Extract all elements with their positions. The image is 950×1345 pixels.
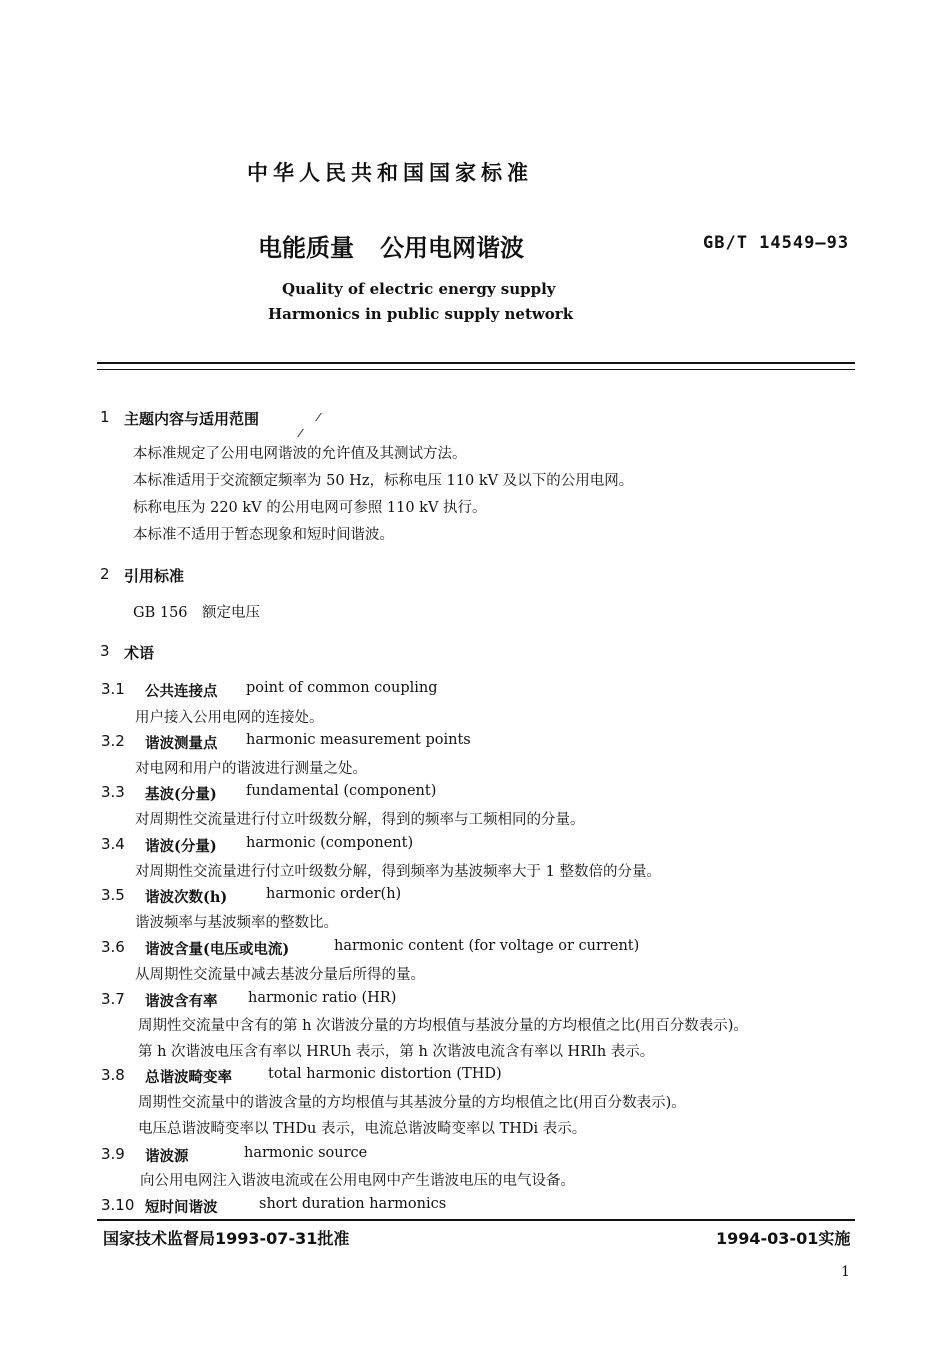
term-definition: 用户接入公用电网的连接处。	[135, 710, 324, 726]
header-rule-bottom	[97, 369, 855, 370]
term-cn: 谐波次数(h)	[145, 889, 228, 906]
term-definition: 电压总谐波畸变率以 THDu 表示，电流总谐波畸变率以 THDi 表示。	[138, 1121, 587, 1137]
implementation-date: 1994-03-01实施	[716, 1229, 851, 1248]
term-number: 3.4	[101, 835, 125, 853]
section-1-para-2: 本标准适用于交流额定频率为 50 Hz，标称电压 110 kV 及以下的公用电网。	[133, 473, 634, 489]
term-en: total harmonic distortion (THD)	[268, 1066, 502, 1082]
standard-number: GB/T 14549—93	[703, 233, 850, 253]
term-en: harmonic source	[244, 1145, 368, 1161]
term-number: 3.5	[101, 886, 125, 904]
title-en-line1: Quality of electric energy supply	[282, 280, 556, 298]
term-number: 3.2	[101, 732, 125, 750]
term-en: fundamental (component)	[246, 783, 437, 799]
term-definition: 周期性交流量中含有的第 h 次谐波分量的方均根值与基波分量的方均根值之比(用百分数表示)。	[138, 1018, 748, 1034]
section-1-para-4: 本标准不适用于暂态现象和短时间谐波。	[133, 527, 394, 543]
term-definition: 对周期性交流量进行付立叶级数分解，得到的频率与工频相同的分量。	[135, 812, 585, 828]
term-en: short duration harmonics	[259, 1196, 447, 1212]
header-rule-top	[97, 362, 855, 364]
term-number: 3.6	[101, 938, 125, 956]
term-definition: 第 h 次谐波电压含有率以 HRUh 表示，第 h 次谐波电流含有率以 HRIh 表示。	[138, 1044, 655, 1060]
section-3-title: 术语	[124, 644, 155, 662]
term-cn: 谐波含有率	[145, 993, 218, 1010]
term-cn: 公共连接点	[145, 683, 218, 700]
term-number: 3.10	[101, 1196, 135, 1214]
term-number: 3.9	[101, 1145, 125, 1163]
scan-mark	[315, 413, 322, 422]
term-cn: 谐波(分量)	[145, 838, 217, 855]
page-number: 1	[841, 1264, 850, 1280]
term-en: harmonic (component)	[246, 835, 414, 851]
section-1-para-1: 本标准规定了公用电网谐波的允许值及其测试方法。	[133, 446, 467, 462]
term-number: 3.7	[101, 990, 125, 1008]
term-definition: 向公用电网注入谐波电流或在公用电网中产生谐波电压的电气设备。	[140, 1173, 575, 1189]
approval-date: 国家技术监督局1993-07-31批准	[103, 1229, 350, 1248]
term-definition: 对周期性交流量进行付立叶级数分解，得到频率为基波频率大于 1 整数倍的分量。	[135, 864, 661, 880]
term-cn: 基波(分量)	[145, 786, 217, 803]
section-2-reference: GB 156 额定电压	[133, 605, 261, 621]
term-definition: 对电网和用户的谐波进行测量之处。	[135, 761, 367, 777]
section-1-title: 主题内容与适用范围	[124, 410, 260, 428]
document-title-cn	[258, 228, 524, 263]
scan-mark	[297, 429, 304, 438]
term-cn: 总谐波畸变率	[145, 1069, 232, 1086]
section-1-para-3: 标称电压为 220 kV 的公用电网可参照 110 kV 执行。	[133, 500, 487, 516]
term-definition: 从周期性交流量中减去基波分量后所得的量。	[135, 967, 425, 983]
term-en: harmonic content (for voltage or current)	[334, 938, 640, 954]
term-number: 3.3	[101, 783, 125, 801]
term-number: 3.1	[101, 680, 125, 698]
title-cn-part1: 电能质量	[258, 234, 354, 262]
title-cn-part2: 公用电网谐波	[380, 234, 524, 262]
section-2-number: 2	[100, 565, 110, 583]
term-en: harmonic measurement points	[246, 732, 471, 748]
term-number: 3.8	[101, 1066, 125, 1084]
title-en-line2: Harmonics in public supply network	[268, 305, 574, 323]
national-standard-heading: 中华人民共和国国家标准	[247, 161, 533, 185]
section-1-number: 1	[100, 408, 110, 426]
term-en: harmonic ratio (HR)	[248, 990, 397, 1006]
section-3-number: 3	[100, 642, 110, 660]
term-cn: 谐波含量(电压或电流)	[145, 941, 290, 958]
footer-rule	[97, 1219, 855, 1221]
term-en: point of common coupling	[246, 680, 438, 696]
term-definition: 谐波频率与基波频率的整数比。	[135, 915, 338, 931]
term-en: harmonic order(h)	[266, 886, 402, 902]
term-cn: 短时间谐波	[145, 1199, 218, 1216]
section-2-title: 引用标准	[124, 567, 185, 585]
term-cn: 谐波源	[145, 1148, 189, 1165]
term-cn: 谐波测量点	[145, 735, 218, 752]
term-definition: 周期性交流量中的谐波含量的方均根值与其基波分量的方均根值之比(用百分数表示)。	[138, 1095, 686, 1111]
